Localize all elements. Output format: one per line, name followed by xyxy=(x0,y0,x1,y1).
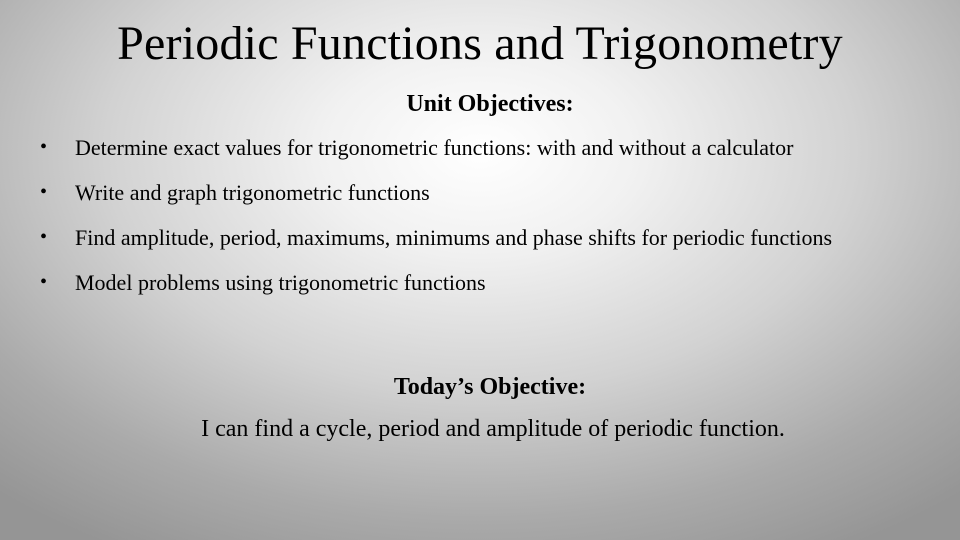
unit-objectives-heading: Unit Objectives: xyxy=(406,91,574,117)
slide-title: Periodic Functions and Trigonometry xyxy=(117,17,843,70)
todays-objective-heading: Today’s Objective: xyxy=(393,374,587,400)
objective-text: Write and graph trigonometric functions xyxy=(75,180,430,205)
bullet-icon: • xyxy=(40,271,48,293)
objective-item xyxy=(0,132,960,163)
bullet-icon: • xyxy=(40,136,48,158)
bullet-icon: • xyxy=(40,181,48,203)
objective-text: Model problems using trigonometric functions xyxy=(75,270,486,295)
objective-text: Determine exact values for trigonometric functions: with and without a calculator xyxy=(75,135,794,160)
objective-text: Find amplitude, period, maximums, minimums and phase shifts for periodic functions xyxy=(75,225,833,250)
objective-item xyxy=(0,222,960,253)
unit-objectives-list xyxy=(0,132,960,312)
bullet-icon: • xyxy=(40,226,48,248)
objective-item xyxy=(0,177,960,208)
todays-objective-text: I can find a cycle, period and amplitude of periodic function. xyxy=(201,416,785,442)
objective-item xyxy=(0,267,960,298)
